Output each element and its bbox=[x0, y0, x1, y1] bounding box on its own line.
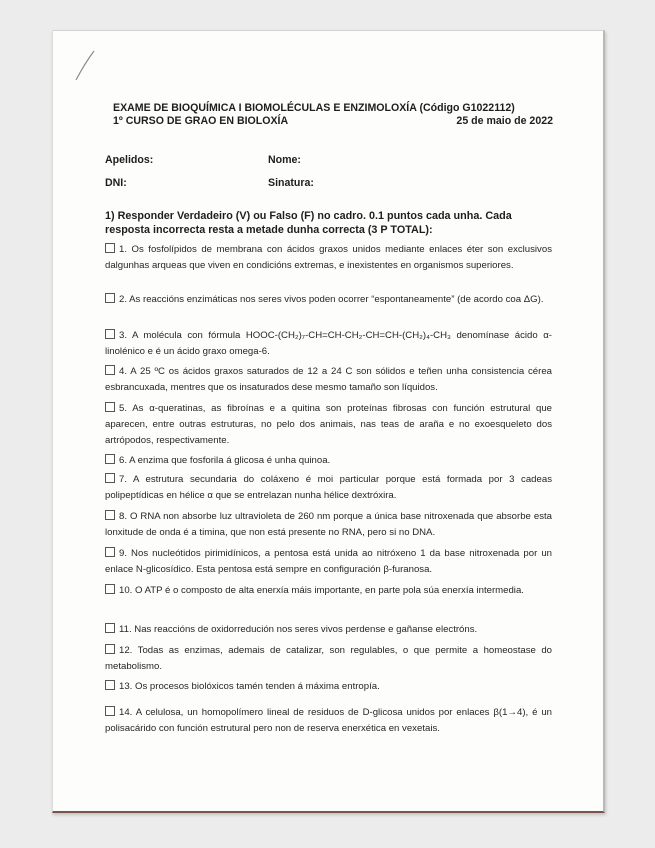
question-13: 13. Os procesos biolóxicos tamén tenden á máxima entropía. bbox=[105, 679, 552, 695]
answer-checkbox[interactable] bbox=[105, 329, 115, 339]
question-3: 3. A molécula con fórmula HOOC-(CH₂)₇-CH=CH-CH₂-CH=CH-(CH₂)₄-CH₃ denomínase ácido α-linolénico e é un ácido graxo omega-6. bbox=[105, 330, 552, 357]
answer-checkbox[interactable] bbox=[105, 473, 115, 483]
question-12: 12. Todas as enzimas, ademais de catalizar, son regulables, o que permite a homeostase do metabolismo. bbox=[105, 645, 552, 672]
course-date-row bbox=[113, 115, 553, 128]
question-10: 10. O ATP é o composto de alta enerxía máis importante, en parte pola súa enerxía intermedia. bbox=[105, 583, 552, 599]
answer-checkbox[interactable] bbox=[105, 706, 115, 716]
question-9: 9. Nos nucleótidos pirimidínicos, a pentosa está unida ao nitróxeno 1 da base nitroxenada por un enlace N-glicosídico. Esta pentosa está sempre en configuración β-furanosa. bbox=[105, 548, 552, 575]
question-11: 11. Nas reaccións de oxidorredución nos seres vivos perdense e gañanse electróns. bbox=[105, 622, 552, 638]
answer-checkbox[interactable] bbox=[105, 680, 115, 690]
name-label: Nome: bbox=[268, 154, 301, 166]
question-8: 8. O RNA non absorbe luz ultravioleta de 260 nm porque a única base nitroxenada que absorbe esta lonxitude de onda é a timina, que non está presente no RNA, pero si no DNA. bbox=[105, 511, 552, 538]
answer-checkbox[interactable] bbox=[105, 402, 115, 412]
answer-checkbox[interactable] bbox=[105, 623, 115, 633]
question-7: 7. A estrutura secundaria do coláxeno é moi particular porque está formada por 3 cadeas polipeptídicas en hélice α que se entrelazan nunha hélice dextróxira. bbox=[105, 474, 552, 501]
surname-label: Apelidos: bbox=[105, 154, 154, 166]
question-5: 5. As α-queratinas, as fibroínas e a quitina son proteínas fibrosas con función estrutural que aparecen, entre outras estruturas, no pelo dos animais, nas teas de araña e no exoesqueleto dos artrópodos, respectivamente. bbox=[105, 403, 552, 446]
pen-mark-icon bbox=[73, 49, 97, 83]
question-1: 1. Os fosfolípidos de membrana con ácidos graxos unidos mediante enlaces éter son exclusivos dalgunhas arqueas que viven en condicións extremas, e inexistentes en organismos superiores. bbox=[105, 244, 552, 271]
signature-label: Sinatura: bbox=[268, 177, 314, 189]
question-4: 4. A 25 ºC os ácidos graxos saturados de 12 a 24 C son sólidos e teñen unha consistencia cérea esbrancuxada, mentres que os insaturados dese mesmo tamaño son líquidos. bbox=[105, 366, 552, 393]
answer-checkbox[interactable] bbox=[105, 365, 115, 375]
exam-sheet bbox=[52, 30, 605, 813]
question-14: 14. A celulosa, un homopolímero lineal de residuos de D-glicosa unidos por enlaces β(1→4), é un polisacárido con función estrutural pero non de reserva enerxética en vexetais. bbox=[105, 707, 552, 734]
section-1-heading: 1) Responder Verdadeiro (V) ou Falso (F) no cadro. 0.1 puntos cada unha. Cada resposta incorrecta resta a metade dunha correcta (3 P TOTAL): bbox=[105, 210, 512, 236]
exam-date: 25 de maio de 2022 bbox=[456, 115, 553, 127]
exam-title: EXAME DE BIOQUÍMICA I BIOMOLÉCULAS E ENZIMOLOXÍA (Código G1022112) bbox=[113, 102, 515, 114]
answer-checkbox[interactable] bbox=[105, 644, 115, 654]
answer-checkbox[interactable] bbox=[105, 510, 115, 520]
dni-label: DNI: bbox=[105, 177, 127, 189]
question-2: 2. As reaccións enzimáticas nos seres vivos poden ocorrer “espontaneamente” (de acordo coa ΔG). bbox=[105, 292, 552, 308]
course-label: 1º CURSO DE GRAO EN BIOLOXÍA bbox=[113, 115, 289, 127]
answer-checkbox[interactable] bbox=[105, 547, 115, 557]
exam-header bbox=[113, 102, 553, 128]
question-6: 6. A enzima que fosforila á glicosa é unha quinoa. bbox=[105, 453, 552, 469]
answer-checkbox[interactable] bbox=[105, 243, 115, 253]
answer-checkbox[interactable] bbox=[105, 454, 115, 464]
answer-checkbox[interactable] bbox=[105, 293, 115, 303]
answer-checkbox[interactable] bbox=[105, 584, 115, 594]
